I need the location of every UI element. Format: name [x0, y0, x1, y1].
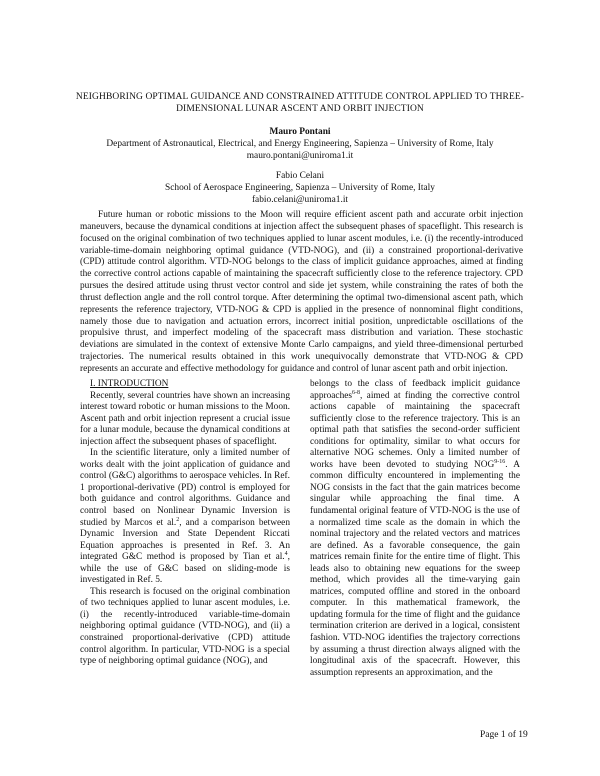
title-line-2: DIMENSIONAL LUNAR ASCENT AND ORBIT INJECTION: [176, 104, 424, 115]
paragraph: Recently, several countries have shown an increasing interest toward robotic or human missions to the Moon. Ascent path and orbit injection represent a crucial issue for a lunar module, because the dynamical conditions at injection affect the subsequent phases of spaceflight.: [80, 390, 290, 447]
abstract: Future human or robotic missions to the Moon will require efficient ascent path and accurate orbit injection maneuvers, because the dynamical conditions at injection affect the subsequent phases of spaceflight. This research is focused on the original combination of two techniques applied to lunar ascent modules, i.e. (i) the recently-introduced variable-time-domain neighboring optimal guidance (VTD-NOG), and (ii) a constrained proportional-derivative (CPD) attitude control algorithm. VTD-NOG belongs to the class of implicit guidance approaches, aimed at finding the corrective control actions capable of maintaining the spacecraft sufficiently close to the reference trajectory. CPD pursues the desired attitude using thrust vector control and side jet system, while constraining the rates of both the thrust deflection angle and the roll control torque. After determining the optimal two-dimensional ascent path, which represents the reference trajectory, VTD-NOG & CPD is applied in the presence of nonnominal flight conditions, namely those due to navigation and actuation errors, incorrect initial position, unpredictable oscillations of the propulsive thrust, and imperfect modeling of the spacecraft mass distribution and variation. These stochastic deviations are simulated in the context of extensive Monte Carlo campaigns, and yield three-dimensional perturbed trajectories. The numerical results obtained in this work unequivocally demonstrate that VTD-NOG & CPD represents an accurate and effective methodology for guidance and control of lunar ascent path and orbit injection.: [80, 210, 523, 374]
citation: 6-8: [352, 389, 361, 396]
paragraph: belongs to the class of feedback implicit guidance approaches$^{6-8}$, aimed at finding the corrective control actions capable of maintaining the spacecraft sufficiently close to the reference trajectory. This is an optimal path that satisfies the second-order sufficient conditions for optimality, similar to what occurs for alternative NOG schemes. Only a limited number of works have been devoted to studying NOG$^{9-16}$. A common difficulty encountered in implementing the NOG consists in the fact that the gain matrices become singular while approaching the final time. A fundamental original feature of VTD-NOG is the use of a normalized time scale as the domain in which the nominal trajectory and the related vectors and matrices are defined. As a favorable consequence, the gain matrices remain finite for the entire time of flight. This leads also to obtaining new equations for the sweep method, which provides all the time-varying gain matrices, computed offline and stored in the onboard computer. In this mathematical framework, the updating formula for the time of flight and the guidance termination criterion are derived in a logical, consistent fashion. VTD-NOG identifies the trajectory corrections by assuming a thrust direction always aligned with the longitudinal axis of the spacecraft. However, this assumption represents an approximation, and the: [310, 379, 520, 678]
citation: 2: [176, 516, 180, 523]
citation: 4: [284, 551, 288, 558]
author-email: mauro.pontani@uniroma1.it: [246, 150, 354, 161]
author-block-2: [60, 171, 540, 206]
paragraph: This research is focused on the original combination of two techniques applied to lunar ascent modules, i.e. (i) the recently-introduced variable-time-domain neighboring optimal guidance (VTD-NOG), and (ii) a constrained proportional-derivative (CPD) attitude control algorithm. In particular, VTD-NOG is a special type of neighboring optimal guidance (NOG), and: [80, 586, 290, 667]
paper-title: [60, 91, 540, 115]
author-name: Mauro Pontani: [269, 127, 331, 137]
author-name: Fabio Celani: [275, 171, 325, 181]
title-line-1: NEIGHBORING OPTIMAL GUIDANCE AND CONSTRAINED ATTITUDE CONTROL APPLIED TO THREE-: [75, 92, 525, 102]
right-column: [310, 379, 520, 679]
author-block-1: [60, 127, 540, 162]
left-column: [80, 379, 290, 668]
paragraph: In the scientific literature, only a limited number of works dealt with the joint application of guidance and control (G&C) algorithms to aerospace vehicles. In Ref. 1 proportional-derivative (PD) control is employed for both guidance and control algorithms. Guidance and control based on Nonlinear Dynamic Inversion is studied by Marcos et al.$^2$, and a comparison between Dynamic Inversion and State Dependent Riccati Equation approaches is presented in Ref. 3. An integrated G&C method is proposed by Tian et al.$^4$, while the use of G&C based on sliding-mode is investigated in Ref. 5.: [80, 448, 290, 586]
author-affiliation: Department of Astronautical, Electrical, and Energy Engineering, Sapienza – University of Rome, Italy: [106, 138, 494, 149]
author-email: fabio.celani@uniroma1.it: [251, 194, 349, 205]
citation: 9-16: [494, 458, 506, 465]
page-number: Page 1 of 19: [480, 730, 528, 740]
author-affiliation: School of Aerospace Engineering, Sapienza – University of Rome, Italy: [165, 182, 435, 193]
section-heading: I. INTRODUCTION: [90, 379, 169, 389]
